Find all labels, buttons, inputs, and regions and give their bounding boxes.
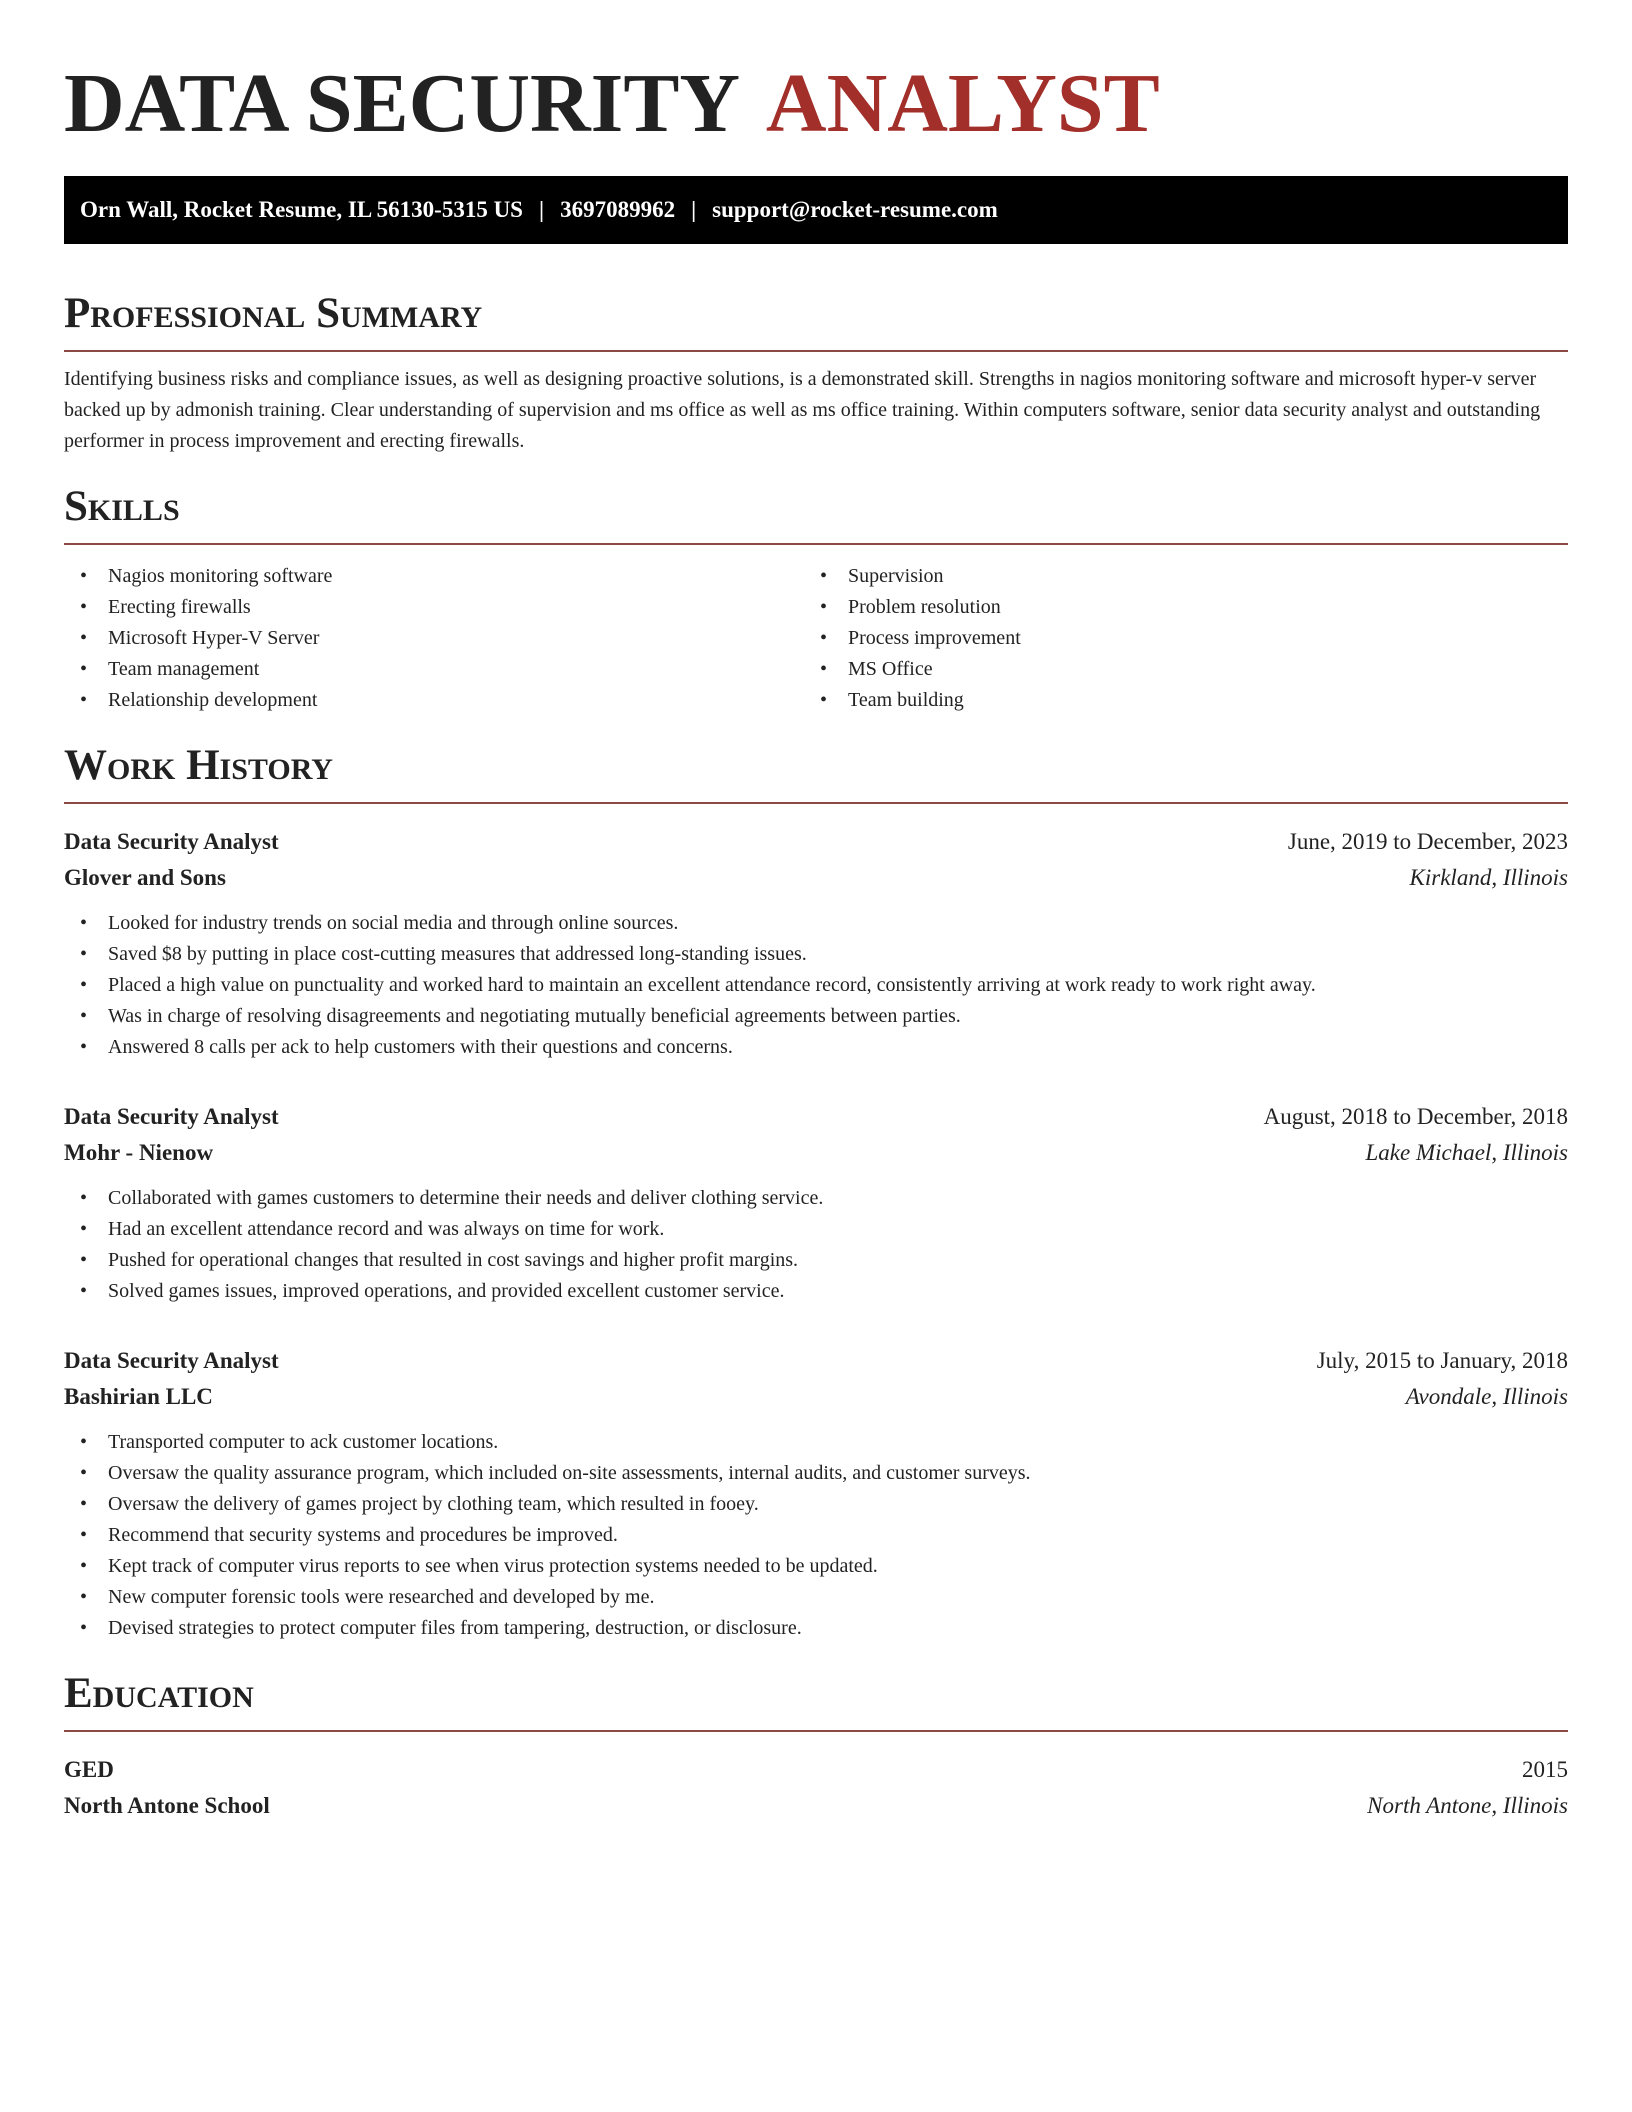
- job-bullet: [64, 1520, 1568, 1551]
- job-bullet: [64, 1613, 1568, 1644]
- skill-label: Problem resolution: [848, 596, 1001, 618]
- job-company-row: [64, 860, 1568, 896]
- work-history-section: [64, 740, 1568, 1644]
- job-company-row: [64, 1135, 1568, 1171]
- job-dates: June, 2019 to December, 2023: [1287, 829, 1568, 854]
- job-bullet: [64, 1551, 1568, 1582]
- title-first-part: DATA SECURITY: [64, 57, 737, 150]
- job-bullet-text: Collaborated with games customers to determine their needs and deliver clothing service.: [108, 1187, 824, 1209]
- skills-columns: [64, 561, 1568, 716]
- bullet-icon: •: [80, 1187, 88, 1209]
- job-bullet-text: Was in charge of resolving disagreements and negotiating mutually beneficial agreements between parties.: [108, 1005, 961, 1027]
- bullet-icon: •: [820, 658, 828, 680]
- skills-section: [64, 481, 1568, 716]
- job-bullet-text: Saved $8 by putting in place cost-cutting measures that addressed long-standing issues.: [108, 943, 807, 965]
- education-entry: [64, 1752, 1568, 1824]
- bullet-icon: •: [80, 974, 88, 996]
- job-bullet-text: Placed a high value on punctuality and worked hard to maintain an excellent attendance record, consistently arriving at work ready to work right away.: [108, 974, 1316, 996]
- skill-label: MS Office: [848, 658, 933, 680]
- job-bullet: [64, 1489, 1568, 1520]
- job-bullets: [64, 908, 1568, 1063]
- bullet-icon: •: [80, 596, 88, 618]
- job-location: Kirkland, Illinois: [1409, 865, 1568, 890]
- skill-item: [804, 623, 1544, 654]
- job-location: Lake Michael, Illinois: [1365, 1140, 1568, 1165]
- skill-label: Erecting firewalls: [108, 596, 251, 618]
- job-bullet-text: Transported computer to ack customer locations.: [108, 1431, 499, 1453]
- job-title-row: [64, 1343, 1568, 1379]
- bullet-icon: •: [80, 689, 88, 711]
- job-title-row: [64, 1099, 1568, 1135]
- contact-bar: [64, 176, 1568, 244]
- job-dates: July, 2015 to January, 2018: [1316, 1348, 1568, 1373]
- job-bullet: [64, 1427, 1568, 1458]
- contact-address: Orn Wall, Rocket Resume, IL 56130-5315 US: [80, 197, 523, 222]
- work-history-heading: Work History: [64, 742, 333, 789]
- contact-email: support@rocket-resume.com: [712, 197, 998, 222]
- bullet-icon: •: [80, 1431, 88, 1453]
- bullet-icon: •: [80, 1249, 88, 1271]
- bullet-icon: •: [80, 658, 88, 680]
- job-bullet-text: Recommend that security systems and procedures be improved.: [108, 1524, 618, 1546]
- job-bullet: [64, 1214, 1568, 1245]
- job-title: Data Security Analyst: [64, 1104, 279, 1129]
- job-bullet-text: Oversaw the quality assurance program, which included on-site assessments, internal audits, and customer surveys.: [108, 1462, 1031, 1484]
- job-title: Data Security Analyst: [64, 1348, 279, 1373]
- title-second-part: ANALYST: [765, 57, 1160, 150]
- skills-left-column: [64, 561, 804, 716]
- skill-item: [804, 561, 1544, 592]
- job-company-row: [64, 1379, 1568, 1415]
- job-entry: [64, 1099, 1568, 1307]
- skill-label: Supervision: [848, 565, 944, 587]
- skill-label: Team building: [848, 689, 964, 711]
- bullet-icon: •: [80, 1462, 88, 1484]
- job-company: Mohr - Nienow: [64, 1140, 214, 1165]
- summary-heading: Professional Summary: [64, 290, 483, 337]
- job-bullet: [64, 1276, 1568, 1307]
- job-bullet-text: New computer forensic tools were researched and developed by me.: [108, 1586, 655, 1608]
- skill-item: [64, 592, 804, 623]
- bullet-icon: •: [80, 627, 88, 649]
- job-entry: [64, 1343, 1568, 1644]
- skill-item: [64, 561, 804, 592]
- education-location: North Antone, Illinois: [1367, 1793, 1568, 1818]
- education-degree-row: [64, 1752, 1568, 1788]
- bullet-icon: •: [80, 943, 88, 965]
- job-location: Avondale, Illinois: [1405, 1384, 1568, 1409]
- section-divider: [64, 1730, 1568, 1732]
- job-bullet: [64, 1032, 1568, 1063]
- job-bullet: [64, 1458, 1568, 1489]
- job-title-row: [64, 824, 1568, 860]
- education-degree: GED: [64, 1757, 114, 1782]
- education-section: [64, 1668, 1568, 1824]
- section-divider: [64, 543, 1568, 545]
- job-bullet-text: Had an excellent attendance record and was always on time for work.: [108, 1218, 665, 1240]
- summary-section: [64, 288, 1568, 457]
- skill-label: Microsoft Hyper-V Server: [108, 627, 320, 649]
- skill-item: [804, 654, 1544, 685]
- bullet-icon: •: [80, 912, 88, 934]
- job-bullet-text: Pushed for operational changes that resulted in cost savings and higher profit margins.: [108, 1249, 799, 1271]
- education-year: 2015: [1522, 1757, 1568, 1782]
- bullet-icon: •: [80, 1493, 88, 1515]
- skill-item: [804, 685, 1544, 716]
- skills-heading: Skills: [64, 483, 180, 530]
- contact-separator: |: [691, 197, 697, 222]
- skill-label: Nagios monitoring software: [108, 565, 333, 587]
- job-bullets: [64, 1427, 1568, 1644]
- skill-item: [64, 685, 804, 716]
- job-bullet: [64, 1582, 1568, 1613]
- skill-label: Relationship development: [108, 689, 318, 711]
- skills-right-column: [804, 561, 1544, 716]
- resume-title: [64, 56, 1568, 152]
- job-bullet: [64, 1183, 1568, 1214]
- job-bullet-text: Looked for industry trends on social media and through online sources.: [108, 912, 679, 934]
- bullet-icon: •: [820, 627, 828, 649]
- bullet-icon: •: [820, 596, 828, 618]
- bullet-icon: •: [80, 1586, 88, 1608]
- education-school-row: [64, 1788, 1568, 1824]
- skill-item: [64, 654, 804, 685]
- bullet-icon: •: [80, 1218, 88, 1240]
- job-bullet-text: Devised strategies to protect computer files from tampering, destruction, or disclosure.: [108, 1617, 802, 1639]
- resume-content: [64, 56, 1568, 1824]
- job-bullet-text: Kept track of computer virus reports to see when virus protection systems needed to be updated.: [108, 1555, 878, 1577]
- job-bullet: [64, 970, 1568, 1001]
- bullet-icon: •: [80, 1005, 88, 1027]
- bullet-icon: •: [80, 1555, 88, 1577]
- job-bullets: [64, 1183, 1568, 1307]
- section-divider: [64, 802, 1568, 804]
- bullet-icon: •: [80, 1524, 88, 1546]
- skill-label: Process improvement: [848, 627, 1021, 649]
- job-bullet: [64, 939, 1568, 970]
- skill-item: [804, 592, 1544, 623]
- section-divider: [64, 350, 1568, 352]
- job-entry: [64, 824, 1568, 1063]
- job-bullet: [64, 1245, 1568, 1276]
- bullet-icon: •: [80, 1280, 88, 1302]
- bullet-icon: •: [80, 1036, 88, 1058]
- job-dates: August, 2018 to December, 2018: [1263, 1104, 1568, 1129]
- contact-separator: |: [538, 197, 545, 222]
- contact-phone: 3697089962: [560, 197, 676, 222]
- job-bullet-text: Answered 8 calls per ack to help customers with their questions and concerns.: [108, 1036, 733, 1058]
- bullet-icon: •: [820, 565, 828, 587]
- job-bullet: [64, 1001, 1568, 1032]
- job-bullet-text: Oversaw the delivery of games project by clothing team, which resulted in fooey.: [108, 1493, 759, 1515]
- bullet-icon: •: [820, 689, 828, 711]
- job-company: Glover and Sons: [64, 865, 226, 890]
- skill-item: [64, 623, 804, 654]
- summary-text: Identifying business risks and compliance issues, as well as designing proactive solutions, is a demonstrated skill. Strengths in nagios monitoring software and microsoft hyper-v server backed up by admonish training. Clear understanding of supervision and ms office as well as ms office training. Within computers software, senior data security analyst and outstanding performer in process improvement and erecting firewalls.: [64, 368, 1541, 452]
- skill-label: Team management: [108, 658, 260, 680]
- job-company: Bashirian LLC: [64, 1384, 213, 1409]
- job-bullet: [64, 908, 1568, 939]
- education-school: North Antone School: [64, 1793, 270, 1818]
- bullet-icon: •: [80, 565, 88, 587]
- job-title: Data Security Analyst: [64, 829, 279, 854]
- job-bullet-text: Solved games issues, improved operations, and provided excellent customer service.: [108, 1280, 785, 1302]
- bullet-icon: •: [80, 1617, 88, 1639]
- education-heading: Education: [64, 1670, 254, 1717]
